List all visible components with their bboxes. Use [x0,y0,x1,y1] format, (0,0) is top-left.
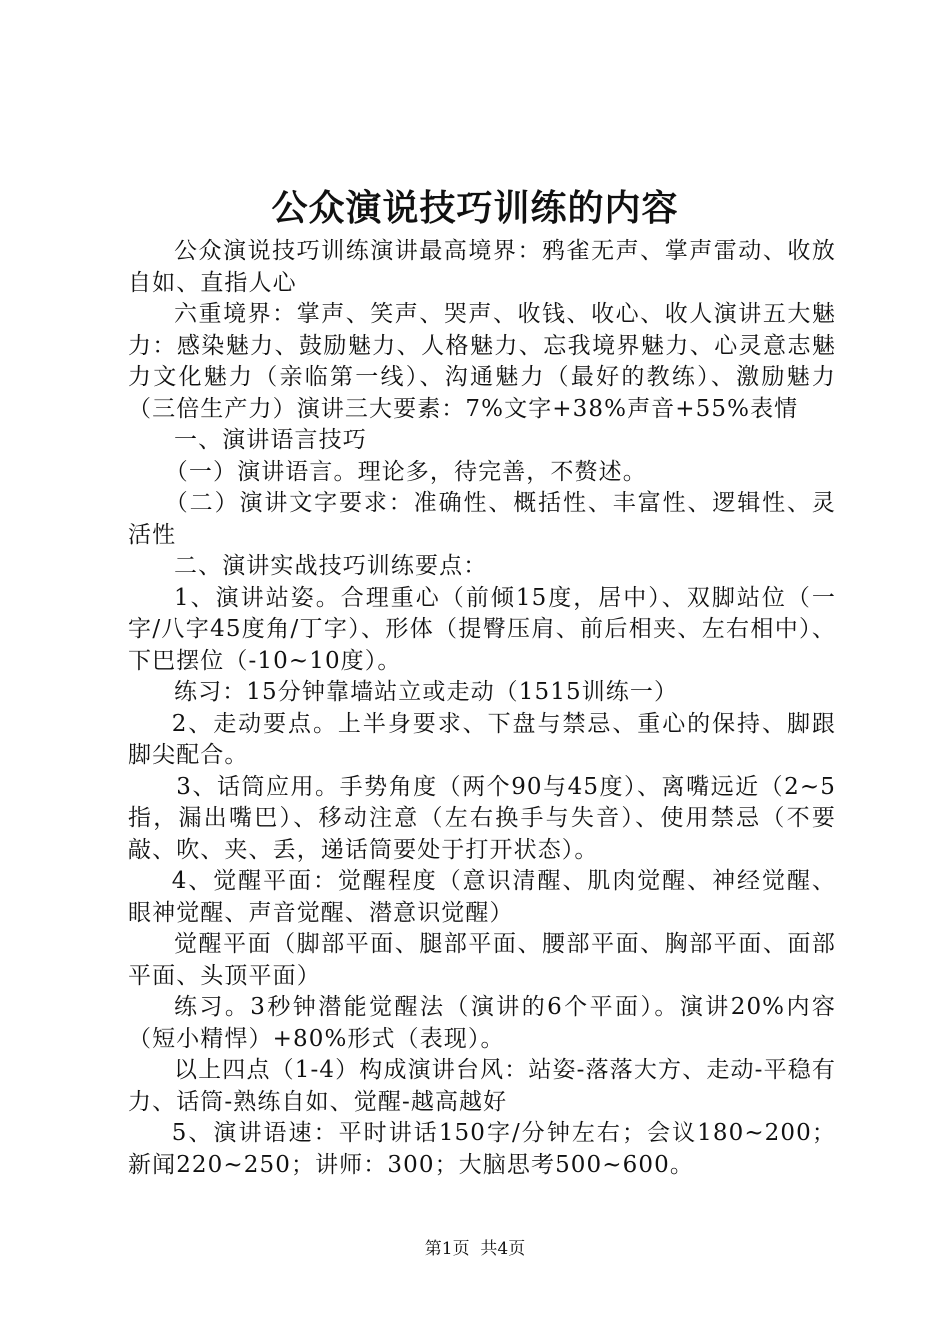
paragraph: 六重境界：掌声、笑声、哭声、收钱、收心、收人演讲五大魅力：感染魅力、鼓励魅力、人格魅力、忘我境界魅力、心灵意志魅力文化魅力（亲临第一线）、沟通魅力（最好的教练）、激励魅力（三倍生产力）演讲三大要素：7%文字+38%声音+55%表情 [128,301,836,422]
paragraph: 3、话筒应用。手势角度（两个90与45度）、离嘴远近（2~5指，漏出嘴巴）、移动注意（左右换手与失音）、使用禁忌（不要敲、吹、夹、丢，递话筒要处于打开状态）。 [128,773,836,863]
paragraph: 5、演讲语速：平时讲话150字/分钟左右；会议180~200；新闻220~250；讲师：300；大脑思考500~600。 [128,1120,836,1178]
paragraph: 2、走动要点。上半身要求、下盘与禁忌、重心的保持、脚跟脚尖配合。 [128,710,836,768]
paragraph: （二）演讲文字要求：准确性、概括性、丰富性、逻辑性、灵活性 [128,490,836,548]
paragraph: 练习。3秒钟潜能觉醒法（演讲的6个平面）。演讲20%内容（短小精悍）+80%形式（表现）。 [128,994,836,1052]
document-body [128,236,836,1181]
page-number: 第1页 共4页 [424,1239,526,1259]
paragraph: 练习：15分钟靠墙站立或走动（1515训练一） [174,679,679,705]
paragraph: 1、演讲站姿。合理重心（前倾15度，居中）、双脚站位（一字/八字45度角/丁字）、形体（提臀压肩、前后相夹、左右相中）、下巴摆位（-10~10度）。 [128,584,836,674]
paragraph: 公众演说技巧训练演讲最高境界：鸦雀无声、掌声雷动、收放自如、直指人心 [128,238,836,296]
paragraph: 觉醒平面（脚部平面、腿部平面、腰部平面、胸部平面、面部平面、头顶平面） [128,931,836,989]
document-title: 公众演说技巧训练的内容 [271,187,679,229]
paragraph: （一）演讲语言。理论多，待完善，不赘述。 [164,458,647,485]
paragraph: 4、觉醒平面：觉醒程度（意识清醒、肌肉觉醒、神经觉醒、眼神觉醒、声音觉醒、潜意识觉醒） [128,868,836,926]
section-heading: 一、演讲语言技巧 [174,427,367,453]
section-heading: 二、演讲实战技巧训练要点： [174,553,488,579]
paragraph: 以上四点（1-4）构成演讲台风：站姿-落落大方、走动-平稳有力、话筒-熟练自如、觉醒-越高越好 [128,1057,836,1115]
